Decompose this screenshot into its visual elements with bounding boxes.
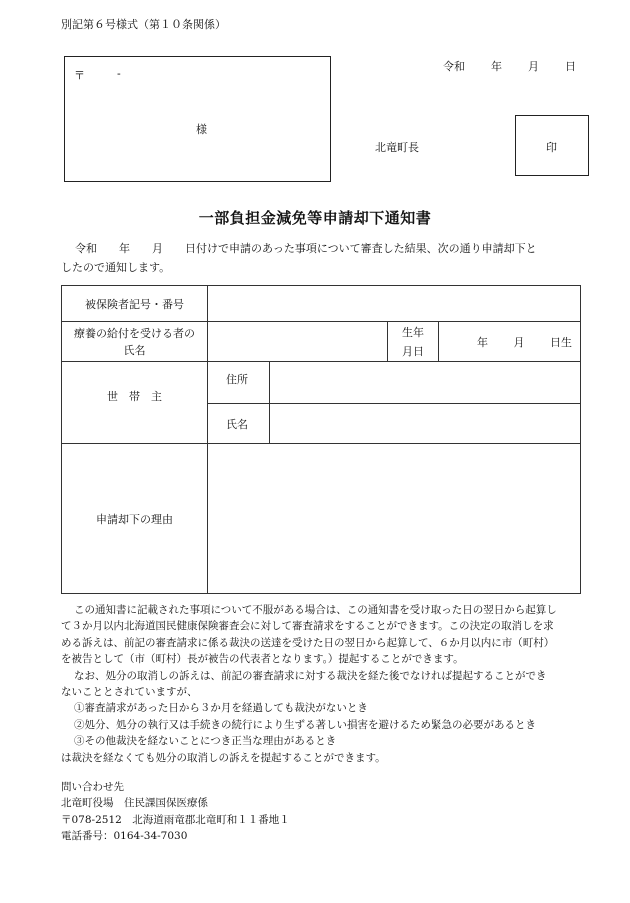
form-number: 別記第６号様式（第１０条関係） bbox=[61, 18, 226, 31]
notice-line-7: ①審査請求があった日から３か月を経過しても裁決がないとき bbox=[74, 702, 368, 715]
rejection-reason-value bbox=[208, 444, 581, 594]
notice-line-9: ③その他裁決を経ないことにつき正当な理由があるとき bbox=[74, 735, 337, 748]
notice-line-8: ②処分、処分の執行又は手続きの続行により生ずる著しい損害を避けるため緊急の必要があるとき bbox=[74, 718, 536, 731]
contact-address: 〒078-2512 北海道雨竜郡北竜町和１１番地１ bbox=[61, 813, 290, 826]
date-day: 日 bbox=[565, 60, 576, 73]
contact-info bbox=[61, 779, 290, 845]
document-title: 一部負担金減免等申請却下通知書 bbox=[198, 209, 432, 227]
contact-office: 北竜町役場 住民課国保医療係 bbox=[61, 797, 208, 810]
birth-label-line-1: 生年 bbox=[402, 325, 424, 339]
contact-heading: 問い合わせ先 bbox=[61, 781, 124, 793]
beneficiary-label bbox=[62, 322, 208, 362]
postal-mark: 〒 bbox=[74, 69, 85, 82]
name-label: 氏名 bbox=[208, 404, 270, 444]
birth-day: 日生 bbox=[550, 335, 572, 349]
notice-line-4: を被告として（市（町村）長が被告の代表者となります。）提起することができます。 bbox=[61, 653, 464, 666]
notice-table bbox=[61, 285, 581, 594]
address-label: 住所 bbox=[208, 362, 270, 404]
address-value bbox=[270, 362, 581, 404]
contact-phone: 電話番号：0164-34-7030 bbox=[61, 830, 188, 843]
beneficiary-row bbox=[62, 322, 581, 362]
date-month: 月 bbox=[528, 60, 539, 73]
intro-line-1: 令和 年 月 日付けで申請のあった事項について審査した結果、次の通り申請却下と bbox=[75, 242, 537, 255]
beneficiary-name-value bbox=[208, 322, 388, 362]
insured-number-label: 被保険者記号・番号 bbox=[62, 286, 208, 322]
birth-year: 年 bbox=[477, 335, 488, 349]
beneficiary-label-line-2: 氏名 bbox=[123, 343, 146, 357]
issuer-name: 北竜町長 bbox=[375, 141, 419, 154]
birth-month: 月 bbox=[513, 335, 525, 349]
notice-line-10: は裁決を経なくても処分の取消しの訴えを提起することができます。 bbox=[61, 751, 386, 764]
insured-number-value bbox=[208, 286, 581, 322]
notice-line-2: て３か月以内北海道国民健康保険審査会に対して審査請求をすることができます。この決定の取消しを求 bbox=[61, 620, 554, 633]
household-head-label: 世 帯 主 bbox=[62, 362, 208, 444]
name-value bbox=[270, 404, 581, 444]
insured-number-row bbox=[62, 286, 581, 322]
date-year: 年 bbox=[491, 60, 502, 73]
rejection-reason-label: 申請却下の理由 bbox=[62, 444, 208, 594]
rejection-reason-row bbox=[62, 444, 581, 594]
birth-date-value bbox=[439, 322, 581, 362]
birth-label bbox=[388, 322, 439, 362]
intro-line-2: したので通知します。 bbox=[61, 261, 171, 274]
postal-dash: - bbox=[117, 67, 121, 80]
birth-label-line-2: 月日 bbox=[402, 344, 424, 358]
seal-mark: 印 bbox=[546, 141, 557, 154]
appeal-notice bbox=[61, 602, 591, 766]
beneficiary-label-line-1: 療養の給付を受ける者の bbox=[74, 326, 195, 340]
address-box bbox=[64, 56, 331, 182]
notice-line-5: なお、処分の取消しの訴えは、前記の審査請求に対する裁決を経た後でなければ提起することができ bbox=[74, 669, 547, 682]
notice-line-3: める訴えは、前記の審査請求に係る裁決の送達を受けた日の翌日から起算して、６か月以内に市（町村） bbox=[61, 636, 555, 649]
honorific: 様 bbox=[196, 123, 207, 136]
household-address-row bbox=[62, 362, 581, 404]
notice-line-6: ないこととされていますが、 bbox=[61, 686, 198, 699]
notice-line-1: この通知書に記載された事項について不服がある場合は、この通知書を受け取った日の翌日から起算し bbox=[74, 604, 557, 616]
date-era: 令和 bbox=[443, 60, 465, 73]
seal-box bbox=[515, 115, 589, 176]
